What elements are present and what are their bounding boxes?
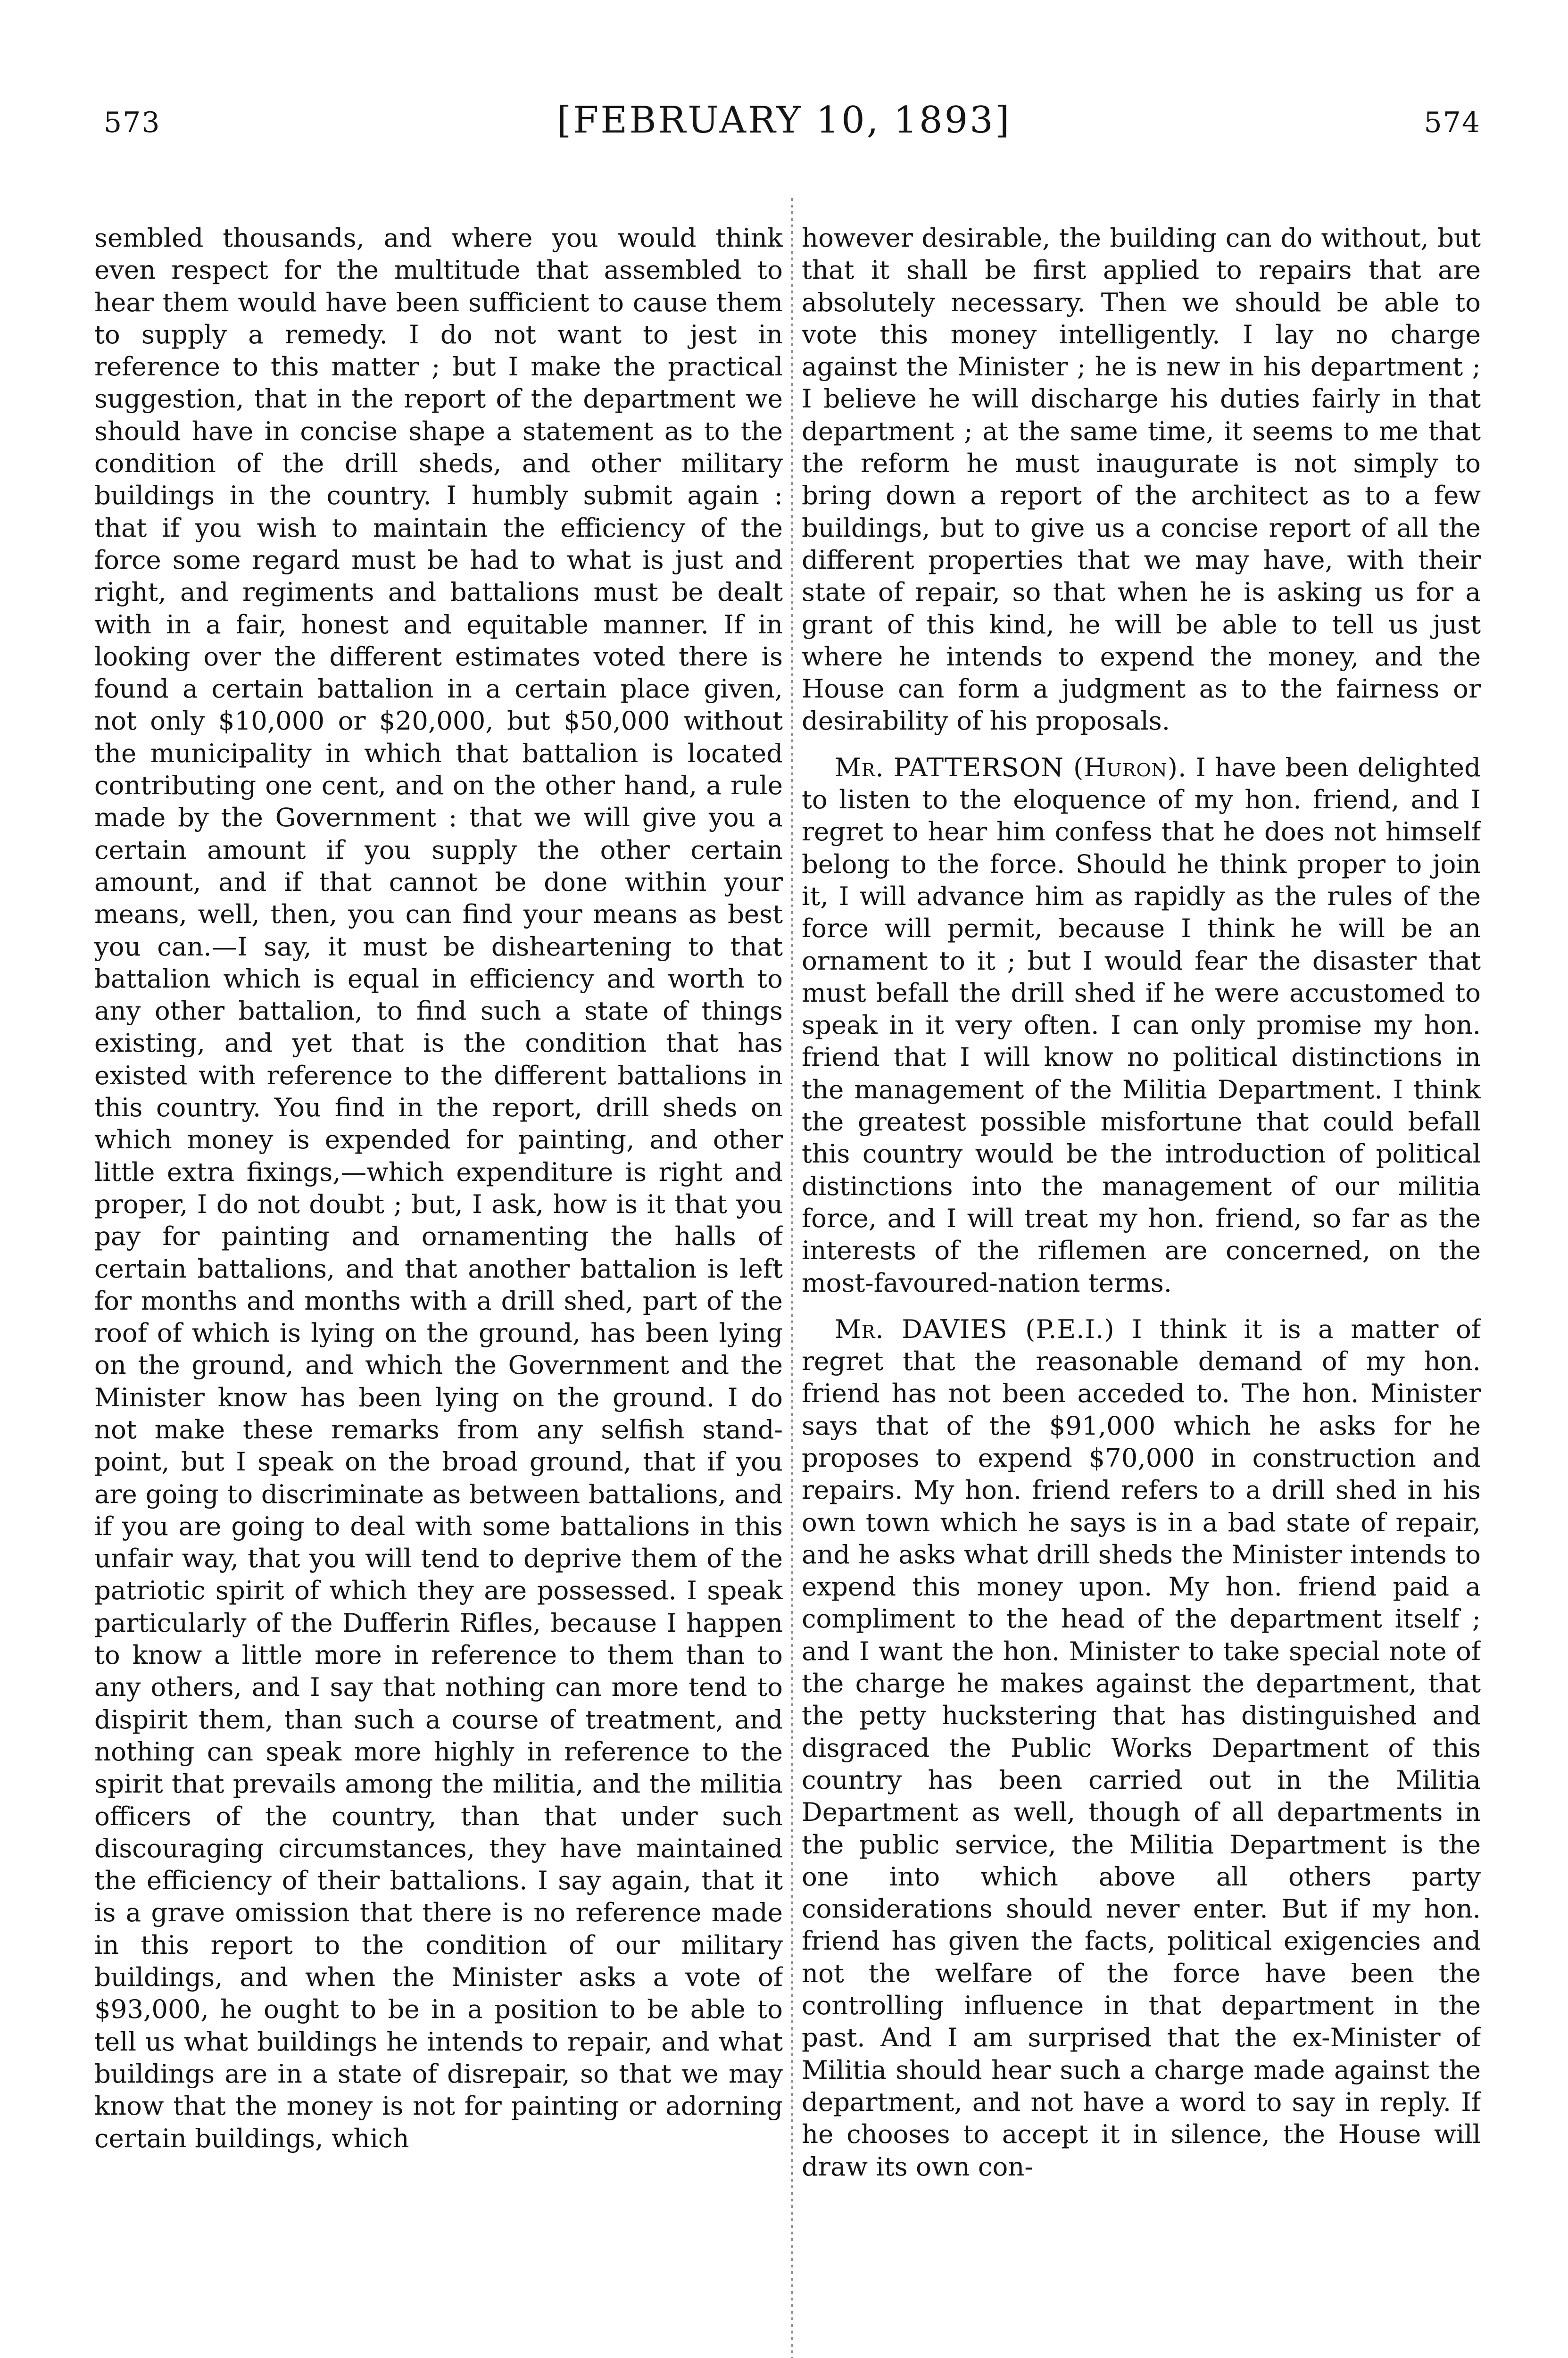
speaker-name: Mr. PATTERSON (Huron). bbox=[835, 752, 1187, 782]
page-number-left: 573 bbox=[104, 106, 161, 139]
column-divider bbox=[791, 198, 793, 2358]
page-header bbox=[0, 0, 1568, 156]
speaker-name: Mr. DAVIES (P.E.I.) bbox=[835, 1313, 1115, 1344]
page-number-right: 574 bbox=[1424, 106, 1481, 139]
paragraph: however desirable, the building can do without, but that it shall be first applied to repairs that are absolutely necessary. Then we should be able to vote this money intelligently. I lay no charge against the Minister ; he is new in his department ; I believe he will discharge his duties fairly in that department ; at the same time, it seems to me that the reform he must inaugurate is not simply to bring down a report of the architect as to a few buildings, but to give us a concise report of all the different properties that we may have, with their state of repair, so that when he is asking us for a grant of this kind, he will be able to tell us just where he intends to expend the money, and the House can form a judgment as to the fairness or desirability of his proposals. bbox=[802, 223, 1481, 736]
speech-patterson bbox=[802, 751, 1481, 1299]
right-column bbox=[802, 222, 1481, 2358]
page-date: [FEBRUARY 10, 1893] bbox=[556, 99, 1012, 141]
speech-text: I think it is a matter of regret that the reasonable demand of my hon. friend has not been acceded to. The hon. Minister says that of the $91,000 which he asks for he proposes to expend $70,000 in construction and repairs. My hon. friend refers to a drill shed in his own town which he says is in a bad state of repair, and he asks what drill sheds the Minister intends to expend this money upon. My hon. friend paid a compliment to the head of the department itself ; and I want the hon. Minister to take special note of the charge he makes against the department, that the petty huckstering that has distinguished and disgraced the Public Works Department of this country has been carried out in the Militia Department as well, though of all departments in the public service, the Militia Department is the one into which above all others party considerations should never enter. But if my hon. friend has given the facts, political exigencies and not the welfare of the force have been the controlling influence in that department in the past. And I am surprised that the ex-Minister of Militia should hear such a charge made against the department, and not have a word to say in reply. If he chooses to accept it in silence, the House will draw its own con- bbox=[802, 1313, 1481, 2182]
left-column bbox=[94, 222, 783, 2358]
paragraph: sembled thousands, and where you would think even respect for the multitude that assembled to hear them would have been sufficient to cause them to supply a remedy. I do not want to jest in reference to this matter ; but I make the practical suggestion, that in the report of the department we should have in concise shape a statement as to the condition of the drill sheds, and other military buildings in the country. I humbly submit again : that if you wish to maintain the efficiency of the force some regard must be had to what is just and right, and regiments and battalions must be dealt with in a fair, honest and equitable manner. If in looking over the different estimates voted there is found a certain battalion in a certain place given, not only $10,000 or $20,000, but $50,000 without the municipality in which that battalion is located contributing one cent, and on the other hand, a rule made by the Government : that we will give you a certain amount if you supply the other certain amount, and if that cannot be done within your means, well, then, you can find your means as best you can.—I say, it must be disheartening to that battalion which is equal in efficiency and worth to any other battalion, to find such a state of things existing, and yet that is the condition that has existed with reference to the different battalions in this country. You find in the report, drill sheds on which money is expended for painting, and other little extra fixings,—which expenditure is right and proper, I do not doubt ; but, I ask, how is it that you pay for painting and ornamenting the halls of certain battalions, and that another battalion is left for months and months with a drill shed, part of the roof of which is lying on the ground, has been lying on the ground, and which the Government and the Minister know has been lying on the ground. I do not make these remarks from any selfish stand-point, but I speak on the broad ground, that if you are going to discriminate as between battalions, and if you are going to deal with some battalions in this unfair way, that you will tend to deprive them of the patriotic spirit of which they are possessed. I speak particularly of the Dufferin Rifles, because I happen to know a little more in reference to them than to any others, and I say that nothing can more tend to dispirit them, than such a course of treatment, and nothing can speak more highly in reference to the spirit that prevails among the militia, and the militia officers of the country, than that under such discouraging circumstances, they have maintained the efficiency of their battalions. I say again, that it is a grave omission that there is no reference made in this report to the condition of our military buildings, and when the Minister asks a vote of $93,000, he ought to be in a position to be able to tell us what buildings he intends to repair, and what buildings are in a state of disrepair, so that we may know that the money is not for painting or adorning certain buildings, which bbox=[94, 223, 783, 2153]
speech-text: I have been delighted to listen to the eloquence of my hon. friend, and I regret to hear him confess that he does not himself belong to the force. Should he think proper to join it, I will advance him as rapidly as the rules of the force will permit, because I think he will be an ornament to it ; but I would fear the disaster that must befall the drill shed if he were accustomed to speak in it very often. I can only promise my hon. friend that I will know no political distinctions in the management of the Militia Department. I think the greatest possible misfortune that could befall this country would be the introduction of political distinctions into the management of our militia force, and I will treat my hon. friend, so far as the interests of the riflemen are concerned, on the most-favoured-nation terms. bbox=[802, 752, 1481, 1298]
speech-davies bbox=[802, 1313, 1481, 2183]
